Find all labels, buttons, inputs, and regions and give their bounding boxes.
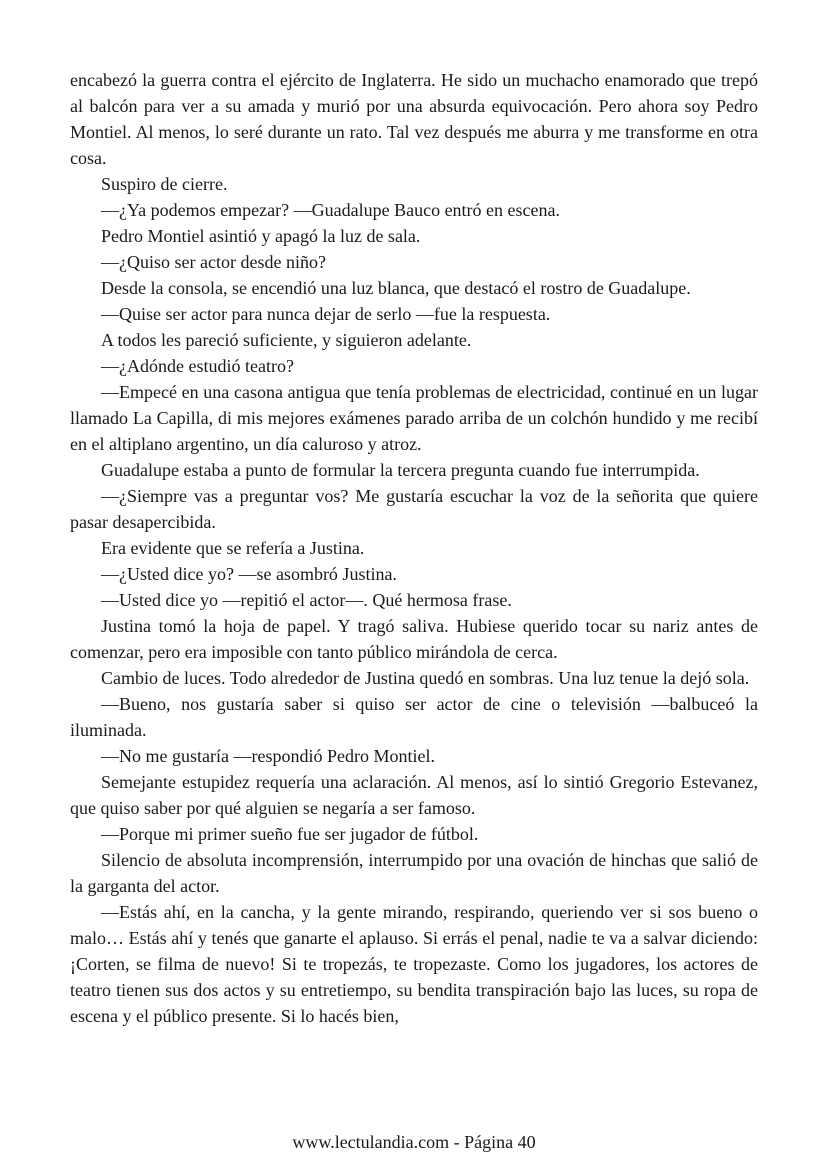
paragraph: Pedro Montiel asintió y apagó la luz de sala. — [101, 226, 421, 246]
paragraph: —¿Ya podemos empezar? —Guadalupe Bauco entró en escena. — [101, 200, 560, 220]
page-footer: www.lectulandia.com - Página 40 — [292, 1132, 536, 1152]
paragraph: —¿Siempre vas a preguntar vos? Me gustaría escuchar la voz de la señorita que quiere pasar desapercibida. — [70, 486, 758, 532]
paragraph: —Bueno, nos gustaría saber si quiso ser actor de cine o televisión —balbuceó la iluminada. — [70, 694, 758, 740]
paragraph: —¿Usted dice yo? —se asombró Justina. — [101, 564, 397, 584]
paragraph: Era evidente que se refería a Justina. — [101, 538, 365, 558]
paragraph: Suspiro de cierre. — [101, 174, 228, 194]
paragraph: Guadalupe estaba a punto de formular la tercera pregunta cuando fue interrumpida. — [101, 460, 700, 480]
paragraph: —¿Adónde estudió teatro? — [101, 356, 294, 376]
paragraph: —Quise ser actor para nunca dejar de serlo —fue la respuesta. — [101, 304, 551, 324]
paragraph: Semejante estupidez requería una aclaración. Al menos, así lo sintió Gregorio Estevanez, que quiso saber por qué alguien se negaría a ser famoso. — [70, 772, 758, 818]
paragraph: Cambio de luces. Todo alrededor de Justina quedó en sombras. Una luz tenue la dejó sola. — [101, 668, 750, 688]
paragraph: encabezó la guerra contra el ejército de Inglaterra. He sido un muchacho enamorado que trepó al balcón para ver a su amada y murió por una absurda equivocación. Pero ahora soy Pedro Montiel. Al menos, lo seré durante un rato. Tal vez después me aburra y me transforme en otra cosa. — [70, 70, 758, 168]
paragraph: A todos les pareció suficiente, y siguieron adelante. — [101, 330, 472, 350]
page-body — [70, 67, 758, 1029]
paragraph: —¿Quiso ser actor desde niño? — [101, 252, 326, 272]
paragraph: —No me gustaría —respondió Pedro Montiel. — [101, 746, 435, 766]
paragraph: —Porque mi primer sueño fue ser jugador de fútbol. — [101, 824, 479, 844]
paragraph: —Empecé en una casona antigua que tenía problemas de electricidad, continué en un lugar llamado La Capilla, di mis mejores exámenes parado arriba de un colchón hundido y me recibí en el altiplano argentino, un día caluroso y atroz. — [70, 382, 758, 454]
paragraph: Desde la consola, se encendió una luz blanca, que destacó el rostro de Guadalupe. — [101, 278, 691, 298]
paragraph: Silencio de absoluta incomprensión, interrumpido por una ovación de hinchas que salió de la garganta del actor. — [70, 850, 758, 896]
paragraph: —Usted dice yo —repitió el actor—. Qué hermosa frase. — [101, 590, 512, 610]
paragraph: Justina tomó la hoja de papel. Y tragó saliva. Hubiese querido tocar su nariz antes de comenzar, pero era imposible con tanto público mirándola de cerca. — [70, 616, 758, 662]
paragraph: —Estás ahí, en la cancha, y la gente mirando, respirando, queriendo ver si sos bueno o malo… Estás ahí y tenés que ganarte el aplauso. Si errás el penal, nadie te va a salvar diciendo: ¡Corten, se filma de nuevo! Si te tropezás, te tropezaste. Como los jugadores, los actores de teatro tienen sus dos actos y su entretiempo, su bendita transpiración bajo las luces, su ropa de escena y el público presente. Si lo hacés bien, — [70, 902, 758, 1026]
